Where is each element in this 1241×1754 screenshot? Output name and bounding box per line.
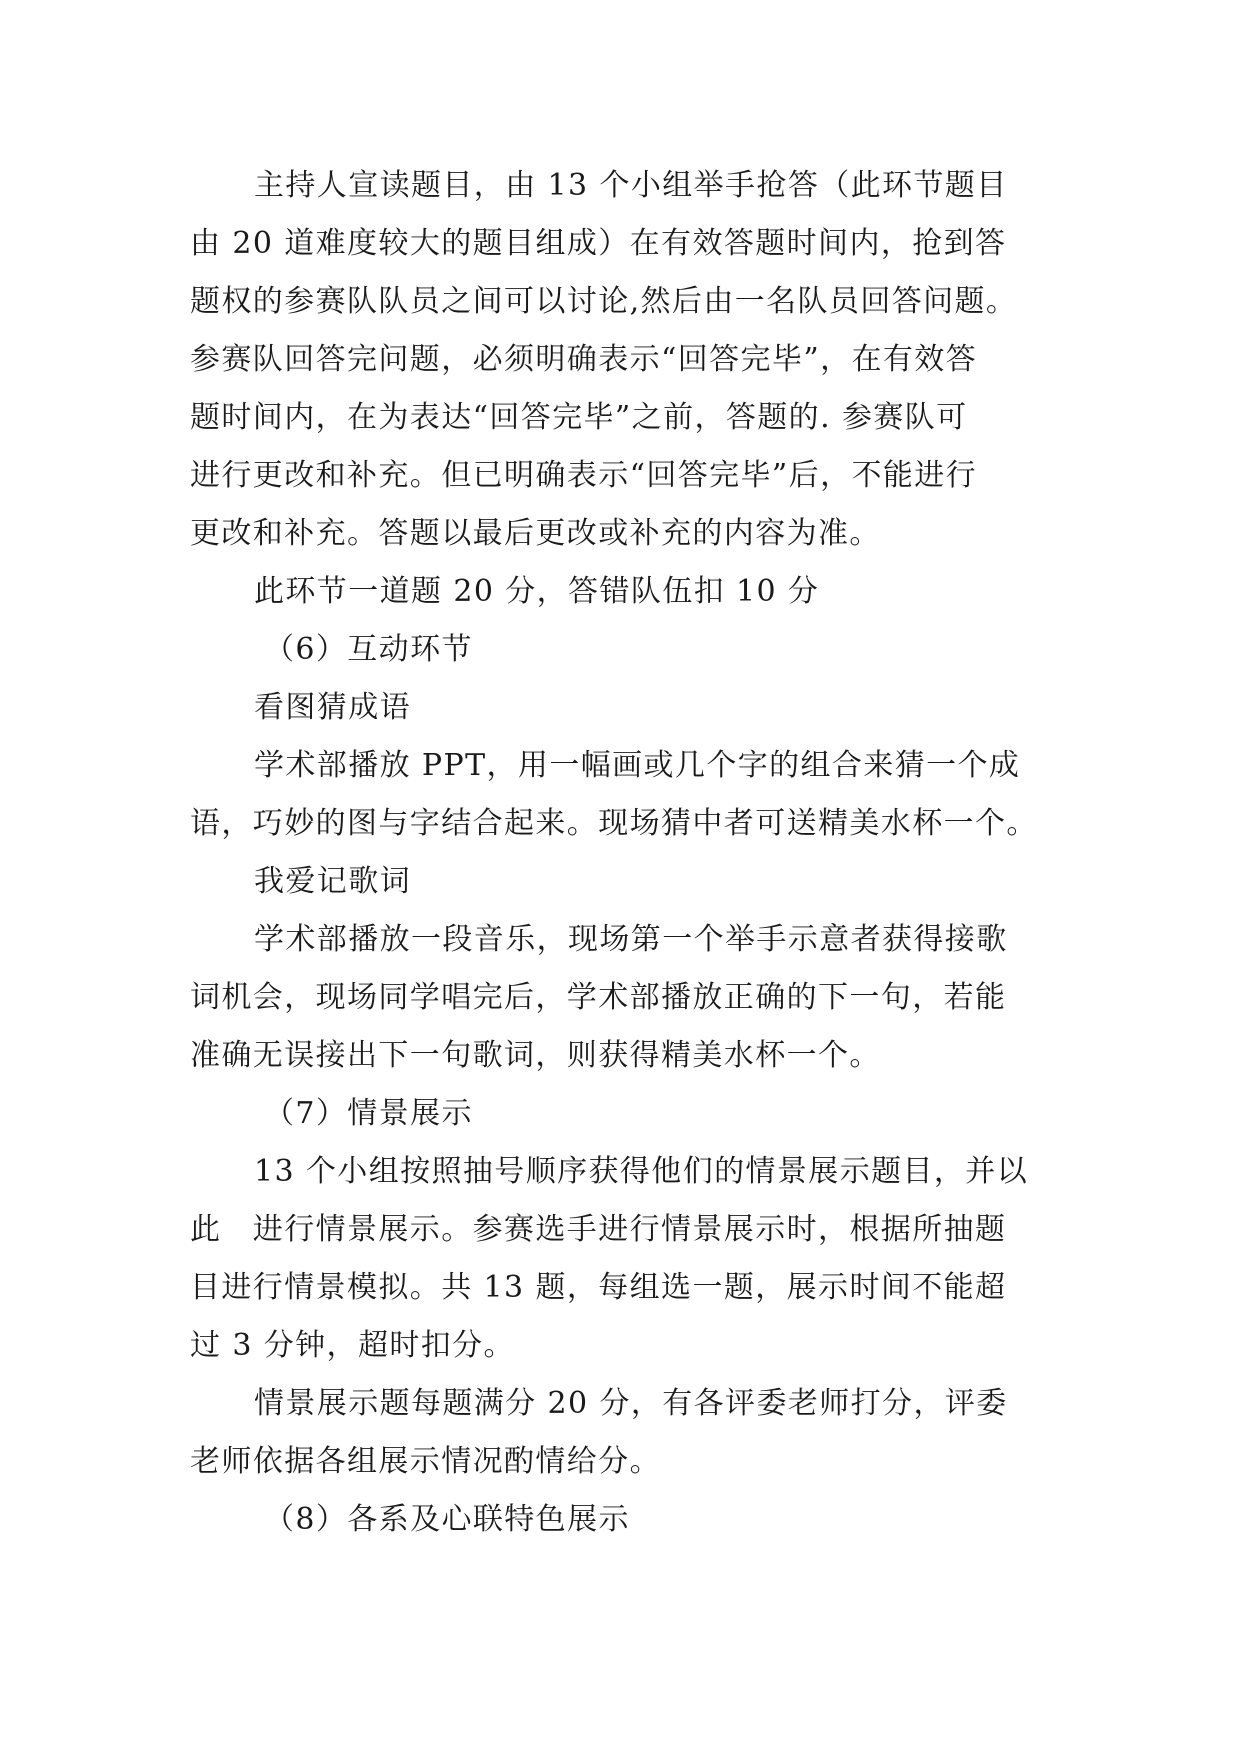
paragraph-line: 此环节一道题 20 分，答错队伍扣 10 分 [254,574,820,609]
paragraph-line: 老师依据各组展示情况酌情给分。 [190,1444,661,1479]
paragraph-line: 过 3 分钟，超时扣分。 [190,1328,515,1363]
subsection-title: 我爱记歌词 [254,864,411,899]
paragraph-line: 准确无误接出下一句歌词，则获得精美水杯一个。 [190,1038,881,1073]
paragraph-line: 目进行情景模拟。共 13 题，每组选一题，展示时间不能超 [190,1270,1007,1305]
section-heading: （8）各系及心联特色展示 [264,1502,630,1537]
paragraph-line: 题权的参赛队队员之间可以讨论,然后由一名队员回答问题。 [190,284,1018,319]
section-heading: （6）互动环节 [264,632,473,667]
paragraph-line: 进行更改和补充。但已明确表示“回答完毕”后，不能进行 [190,458,978,493]
paragraph-line: 词机会，现场同学唱完后，学术部播放正确的下一句，若能 [190,980,1007,1015]
paragraph-line: 更改和补充。答题以最后更改或补充的内容为准。 [190,516,881,551]
paragraph-line: 情景展示题每题满分 20 分，有各评委老师打分，评委 [254,1386,1008,1421]
section-heading: （7）情景展示 [264,1096,473,1131]
paragraph-line: 语，巧妙的图与字结合起来。现场猜中者可送精美水杯一个。 [190,806,1038,841]
paragraph-line: 参赛队回答完问题，必须明确表示“回答完毕”，在有效答 [190,342,978,377]
paragraph-line: 主持人宣读题目，由 13 个小组举手抢答（此环节题目 [254,168,1008,203]
paragraph-line: 由 20 道难度较大的题目组成）在有效答题时间内，抢到答 [190,226,1007,261]
paragraph-line: 题时间内，在为表达“回答完毕”之前，答题的. 参赛队可 [190,400,968,435]
paragraph-line: 学术部播放一段音乐，现场第一个举手示意者获得接歌 [254,922,1008,957]
paragraph-line: 此 进行情景展示。参赛选手进行情景展示时，根据所抽题 [190,1212,1007,1247]
paragraph-line: 13 个小组按照抽号顺序获得他们的情景展示题目，并以 [254,1154,1029,1189]
paragraph-line: 学术部播放 PPT，用一幅画或几个字的组合来猜一个成 [254,748,1021,783]
subsection-title: 看图猜成语 [254,690,411,725]
